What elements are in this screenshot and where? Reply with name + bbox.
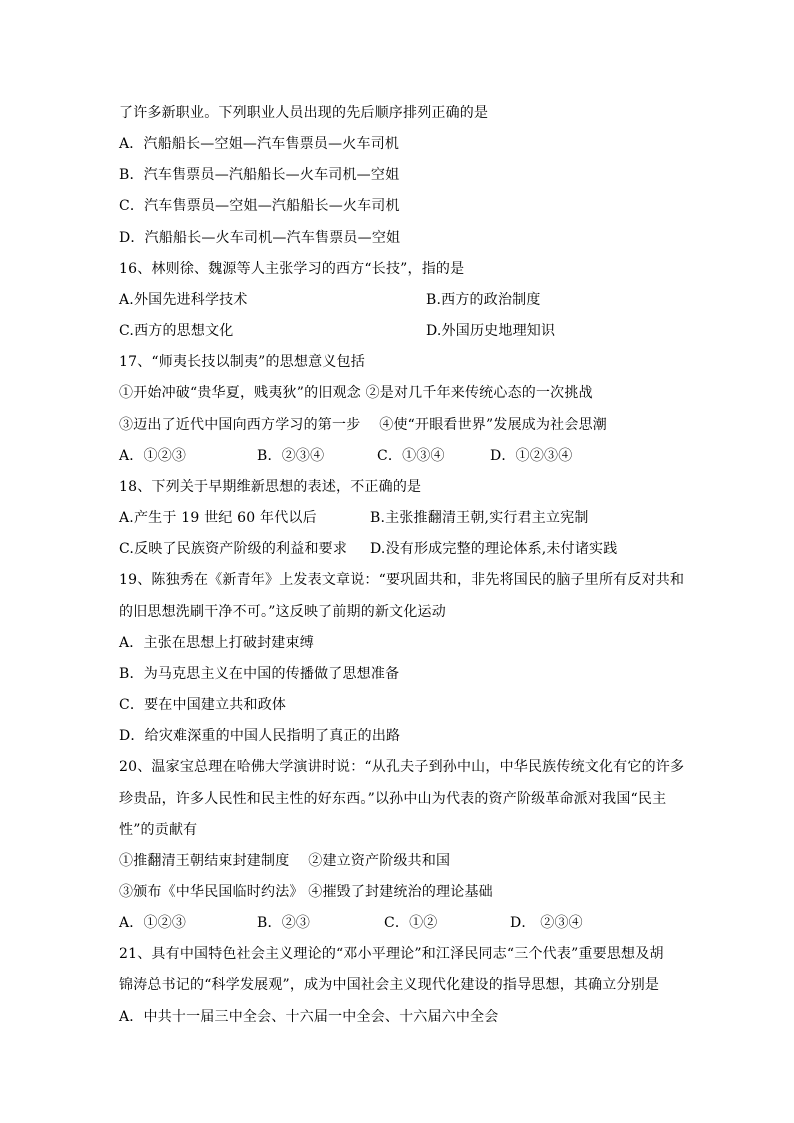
q19-stem-line-1: 19、陈独秀在《新青年》上发表文章说：“要巩固共和，非先将国民的脑子里所有反对共和 bbox=[119, 572, 685, 588]
q15-stem-tail: 了许多新职业。下列职业人员出现的先后顺序排列正确的是 bbox=[119, 105, 489, 121]
q20-option-b: B．②③ bbox=[257, 915, 311, 931]
q18-option-d: D.没有形成完整的理论体系,未付诸实践 bbox=[370, 541, 618, 557]
q19-option-c: C．要在中国建立共和政体 bbox=[119, 697, 287, 713]
q21-stem-line-1: 21、具有中国特色社会主义理论的“邓小平理论”和江泽民同志“三个代表”重要思想及胡 bbox=[119, 946, 664, 962]
q20-option-d: D． ②③④ bbox=[510, 915, 583, 931]
q20-stem-line-1: 20、温家宝总理在哈佛大学演讲时说：“从孔夫子到孙中山，中华民族传统文化有它的许多 bbox=[119, 759, 685, 775]
q16-option-c: C.西方的思想文化 bbox=[119, 323, 234, 339]
q20-statements-2: ③颁布《中华民国临时约法》 ④摧毁了封建统治的理论基础 bbox=[119, 884, 493, 900]
q20-option-a: A．①②③ bbox=[119, 915, 187, 931]
q19-option-d: D．给灾难深重的中国人民指明了真正的出路 bbox=[119, 728, 401, 744]
q20-stem-line-2: 珍贵品，许多人民性和民主性的好东西。”以孙中山为代表的资产阶级革命派对我国“民主 bbox=[119, 791, 667, 807]
q17-stem: 17、“师夷长技以制夷”的思想意义包括 bbox=[119, 354, 365, 370]
q17-statements-2: ③迈出了近代中国向西方学习的第一步 ④使“开眼看世界”发展成为社会思潮 bbox=[119, 417, 607, 433]
q17-option-a: A．①②③ bbox=[119, 448, 187, 464]
q18-option-a: A.产生于 19 世纪 60 年代以后 bbox=[119, 510, 317, 526]
q15-option-b: B．汽车售票员—汽船船长—火车司机—空姐 bbox=[119, 167, 400, 183]
q18-option-c: C.反映了民族资产阶级的利益和要求 bbox=[119, 541, 348, 557]
q20-option-c: C．①② bbox=[384, 915, 438, 931]
q17-option-c: C．①③④ bbox=[377, 448, 445, 464]
q17-statements-1: ①开始冲破“贵华夏，贱夷狄”的旧观念 ②是对几千年来传统心态的一次挑战 bbox=[119, 385, 593, 401]
q16-option-d: D.外国历史地理知识 bbox=[426, 323, 556, 339]
q15-option-a: A．汽船船长—空姐—汽车售票员—火车司机 bbox=[119, 136, 400, 152]
q16-stem: 16、林则徐、魏源等人主张学习的西方“长技”，指的是 bbox=[119, 261, 465, 277]
q20-statements-1: ①推翻清王朝结束封建制度 ②建立资产阶级共和国 bbox=[119, 853, 451, 869]
q16-option-a: A.外国先进科学技术 bbox=[119, 292, 248, 308]
q19-stem-line-2: 的旧思想洗刷干净不可。”这反映了前期的新文化运动 bbox=[119, 604, 446, 620]
q15-option-c: C．汽车售票员—空姐—汽船船长—火车司机 bbox=[119, 198, 400, 214]
q18-stem: 18、下列关于早期维新思想的表述，不正确的是 bbox=[119, 479, 422, 495]
q21-option-a: A．中共十一届三中全会、十六届一中全会、十六届六中全会 bbox=[119, 1009, 499, 1025]
q18-option-b: B.主张推翻清王朝,实行君主立宪制 bbox=[370, 510, 589, 526]
q16-option-b: B.西方的政治制度 bbox=[426, 292, 541, 308]
q19-option-b: B．为马克思主义在中国的传播做了思想准备 bbox=[119, 666, 400, 682]
q17-option-b: B．②③④ bbox=[257, 448, 325, 464]
q20-stem-line-3: 性”的贡献有 bbox=[119, 822, 198, 838]
q15-option-d: D．汽船船长—火车司机—汽车售票员—空姐 bbox=[119, 230, 401, 246]
q19-option-a: A．主张在思想上打破封建束缚 bbox=[119, 635, 314, 651]
q17-option-d: D．①②③④ bbox=[490, 448, 573, 464]
q21-stem-line-2: 锦涛总书记的“科学发展观”，成为中国社会主义现代化建设的指导思想，其确立分别是 bbox=[119, 977, 660, 993]
